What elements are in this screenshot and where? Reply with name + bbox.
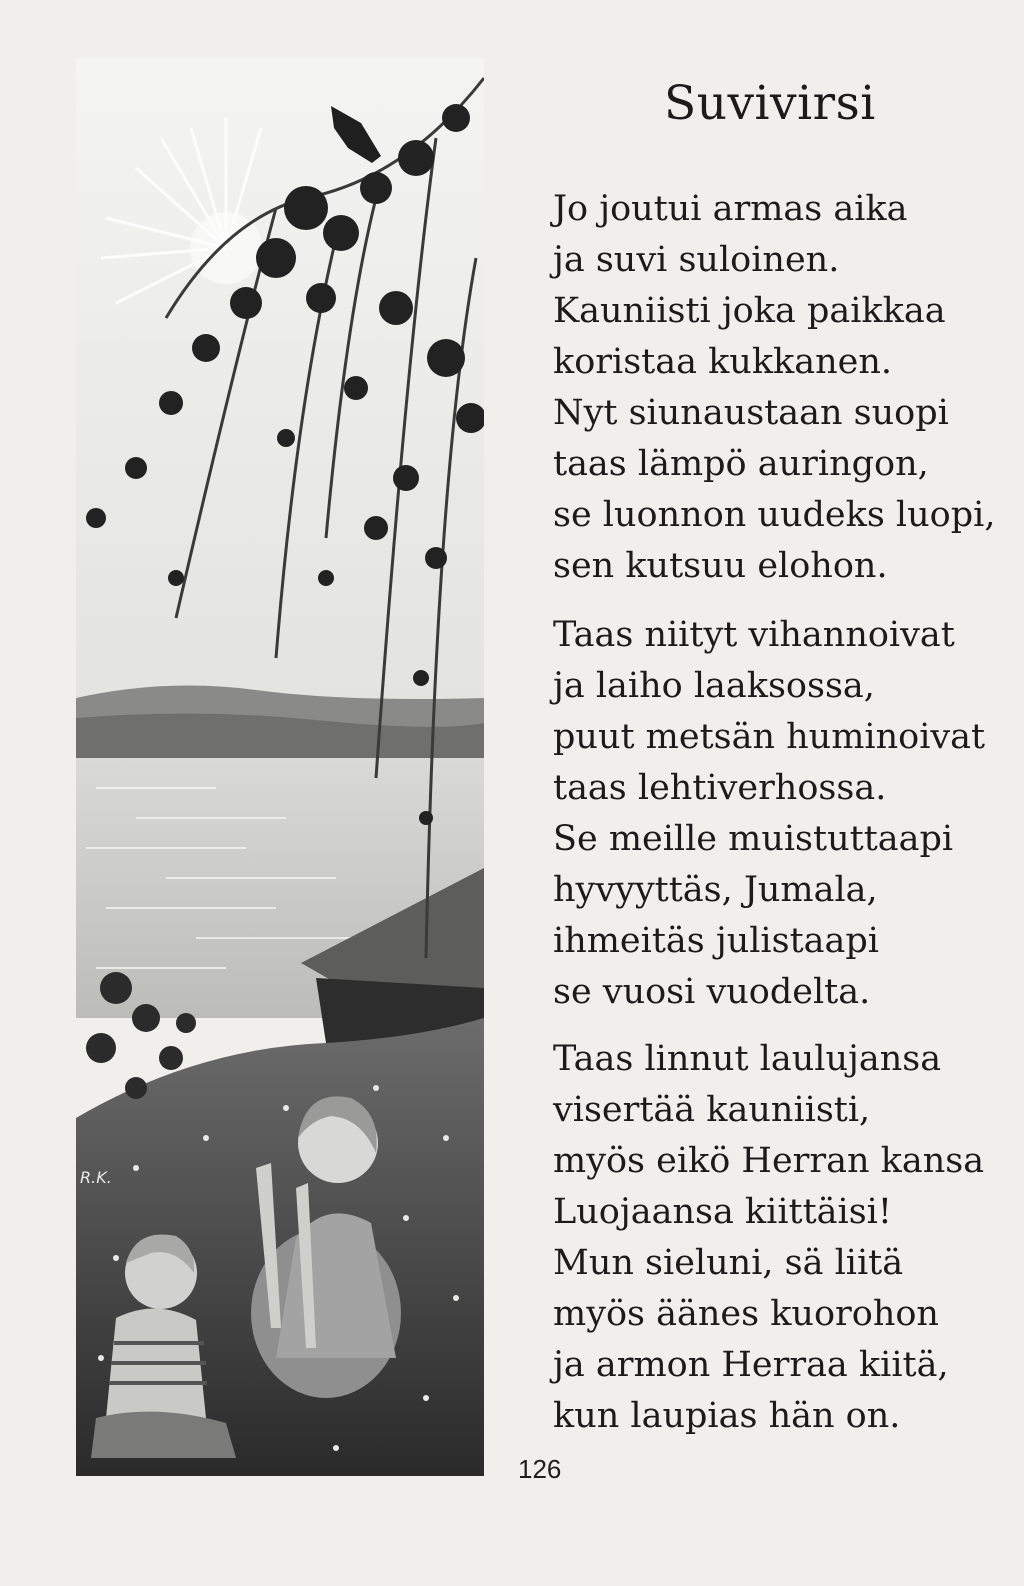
- stanza-line: Nyt siunaustaan suopi: [553, 393, 949, 433]
- stanza-line: ja armon Herraa kiitä,: [553, 1345, 949, 1385]
- illustration-drawing: [76, 58, 484, 1476]
- stanza-line: Se meille muistuttaapi: [553, 819, 954, 859]
- stanza-line: hyvyyttäs, Jumala,: [553, 870, 878, 910]
- stanza-2: [553, 610, 1003, 1018]
- illustration-summer-scene: [76, 58, 484, 1476]
- stanza-line: myös äänes kuorohon: [553, 1294, 939, 1334]
- poem-title: Suvivirsi: [664, 76, 876, 131]
- stanza-line: myös eikö Herran kansa: [553, 1141, 985, 1181]
- stanza-line: taas lehtiverhossa.: [553, 768, 887, 808]
- stanza-line: Taas linnut laulujansa: [553, 1039, 942, 1079]
- stanza-line: visertää kauniisti,: [553, 1090, 871, 1130]
- stanza-line: ja suvi suloinen.: [553, 240, 840, 280]
- stanza-line: taas lämpö auringon,: [553, 444, 929, 484]
- stanza-line: se vuosi vuodelta.: [553, 972, 871, 1012]
- stanza-line: Jo joutui armas aika: [553, 189, 908, 229]
- stanza-line: sen kutsuu elohon.: [553, 546, 888, 586]
- stanza-line: koristaa kukkanen.: [553, 342, 893, 382]
- stanza-3: [553, 1034, 1003, 1442]
- stanza-line: ja laiho laaksossa,: [553, 666, 875, 706]
- stanza-line: se luonnon uudeks luopi,: [553, 495, 996, 535]
- page-number: 126: [518, 1454, 562, 1484]
- stanza-line: Mun sieluni, sä liitä: [553, 1243, 904, 1283]
- stanza-line: Kauniisti joka paikkaa: [553, 291, 946, 331]
- stanza-line: puut metsän huminoivat: [553, 717, 986, 757]
- stanza-1: [553, 184, 1003, 592]
- illustration-signature: R.K.: [80, 1168, 112, 1187]
- stanza-line: Taas niityt vihannoivat: [553, 615, 955, 655]
- stanza-line: kun laupias hän on.: [553, 1396, 901, 1436]
- stanza-line: ihmeitäs julistaapi: [553, 921, 879, 961]
- stanza-line: Luojaansa kiittäisi!: [553, 1192, 892, 1232]
